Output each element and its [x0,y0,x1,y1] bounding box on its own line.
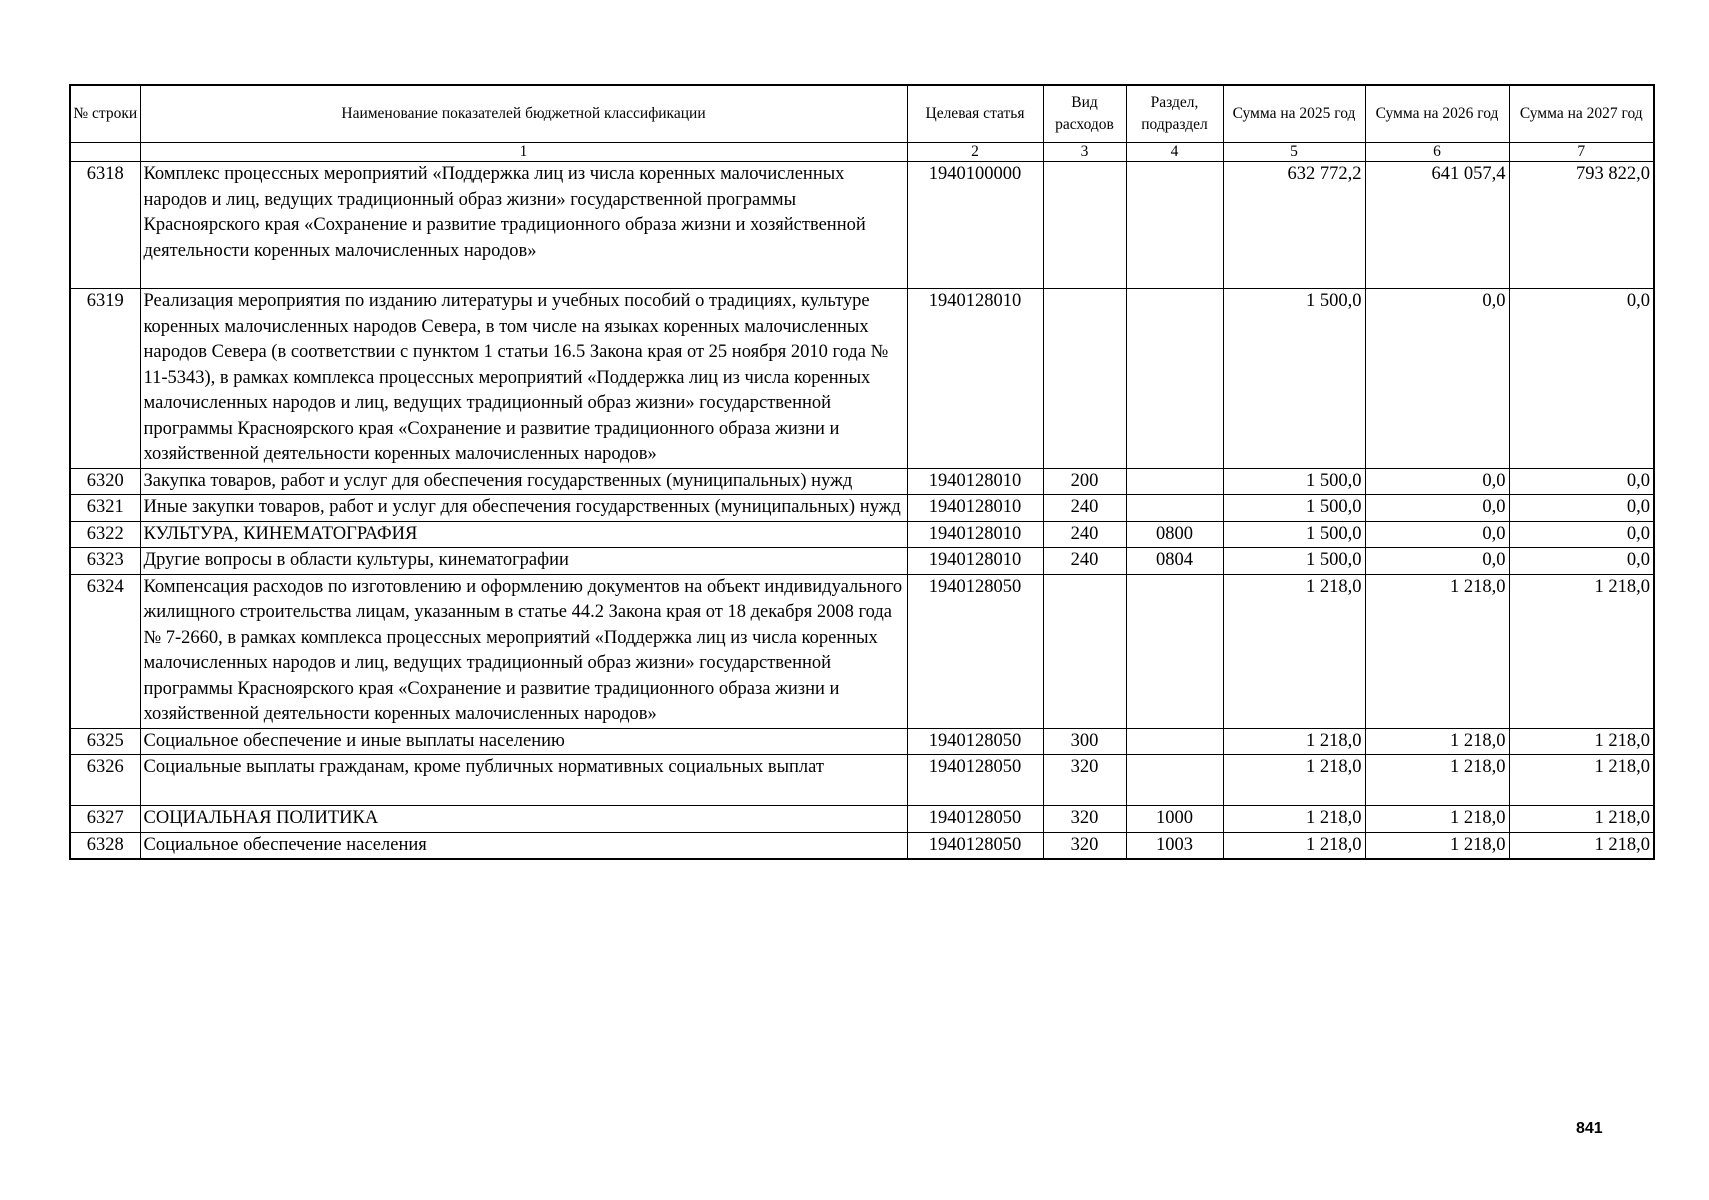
row-number: 6320 [70,468,140,495]
row-sum-2026: 0,0 [1365,495,1509,522]
table-row [70,806,1654,833]
header-expense-type: Вид расходов [1043,85,1126,143]
table-row [70,574,1654,728]
row-sum-2026: 1 218,0 [1365,574,1509,728]
row-sum-2027: 1 218,0 [1509,832,1654,859]
row-sum-2027: 793 822,0 [1509,162,1654,289]
row-section [1126,289,1223,469]
table-header-row [70,85,1654,143]
row-expense-type: 320 [1043,755,1126,806]
row-name: СОЦИАЛЬНАЯ ПОЛИТИКА [140,806,907,833]
row-sum-2025: 1 218,0 [1223,832,1365,859]
row-sum-2027: 1 218,0 [1509,755,1654,806]
row-sum-2026: 1 218,0 [1365,755,1509,806]
row-target-article: 1940100000 [907,162,1043,289]
table-row [70,728,1654,755]
row-name: Реализация мероприятия по изданию литературы и учебных пособий о традициях, культуре коренных малочисленных народов Севера, в том числе на языках коренных малочисленных народов Севера (в соответствии с пунктом 1 статьи 16.5 Закона края от 25 ноября 2010 года № 11-5343), в рамках комплекса процессных мероприятий «Поддержка лиц из числа коренных малочисленных народов и лиц, ведущих традиционный образ жизни» государственной программы Красноярского края «Сохранение и развитие традиционного образа жизни и хозяйственной деятельности коренных малочисленных народов» [140,289,907,469]
row-sum-2027: 0,0 [1509,548,1654,575]
row-expense-type: 320 [1043,832,1126,859]
table-row [70,289,1654,469]
header-name: Наименование показателей бюджетной классификации [140,85,907,143]
row-name: Комплекс процессных мероприятий «Поддержка лиц из числа коренных малочисленных народов и лиц, ведущих традиционный образ жизни» государственной программы Красноярского края «Сохранение и развитие традиционного образа жизни и хозяйственной деятельности коренных малочисленных народов» [140,162,907,289]
row-expense-type: 300 [1043,728,1126,755]
row-expense-type: 240 [1043,495,1126,522]
row-sum-2027: 1 218,0 [1509,806,1654,833]
row-expense-type: 200 [1043,468,1126,495]
row-name: Другие вопросы в области культуры, кинематографии [140,548,907,575]
row-sum-2026: 1 218,0 [1365,806,1509,833]
row-sum-2026: 0,0 [1365,289,1509,469]
row-sum-2025: 1 218,0 [1223,574,1365,728]
table-row [70,755,1654,806]
row-number: 6325 [70,728,140,755]
row-sum-2027: 0,0 [1509,521,1654,548]
row-sum-2027: 0,0 [1509,495,1654,522]
row-sum-2026: 0,0 [1365,548,1509,575]
row-name: Компенсация расходов по изготовлению и оформлению документов на объект индивидуального жилищного строительства лицам, указанным в статье 44.2 Закона края от 18 декабря 2008 года № 7-2660, в рамках комплекса процессных мероприятий «Поддержка лиц из числа коренных малочисленных народов и лиц, ведущих традиционный образ жизни» государственной программы Красноярского края «Сохранение и развитие традиционного образа жизни и хозяйственной деятельности коренных малочисленных народов» [140,574,907,728]
row-sum-2025: 1 500,0 [1223,521,1365,548]
row-target-article: 1940128050 [907,755,1043,806]
row-section [1126,162,1223,289]
row-name: Социальное обеспечение населения [140,832,907,859]
table-row [70,548,1654,575]
row-sum-2026: 0,0 [1365,521,1509,548]
column-number: 7 [1509,143,1654,162]
column-number: 3 [1043,143,1126,162]
header-sum-2027: Сумма на 2027 год [1509,85,1654,143]
row-target-article: 1940128010 [907,521,1043,548]
row-sum-2025: 1 500,0 [1223,468,1365,495]
header-target-article: Целевая статья [907,85,1043,143]
row-section [1126,728,1223,755]
row-name: Иные закупки товаров, работ и услуг для обеспечения государственных (муниципальных) нужд [140,495,907,522]
row-sum-2027: 0,0 [1509,289,1654,469]
row-number: 6318 [70,162,140,289]
row-target-article: 1940128010 [907,289,1043,469]
column-number: 2 [907,143,1043,162]
row-expense-type: 320 [1043,806,1126,833]
row-sum-2025: 1 500,0 [1223,289,1365,469]
row-target-article: 1940128010 [907,548,1043,575]
row-number: 6319 [70,289,140,469]
row-sum-2026: 1 218,0 [1365,728,1509,755]
row-number: 6328 [70,832,140,859]
row-sum-2027: 1 218,0 [1509,728,1654,755]
row-number: 6322 [70,521,140,548]
table-row [70,495,1654,522]
column-number: 6 [1365,143,1509,162]
row-number: 6324 [70,574,140,728]
row-number: 6326 [70,755,140,806]
row-target-article: 1940128050 [907,806,1043,833]
column-number: 5 [1223,143,1365,162]
row-section [1126,495,1223,522]
row-sum-2026: 0,0 [1365,468,1509,495]
row-sum-2025: 1 500,0 [1223,495,1365,522]
header-sum-2025: Сумма на 2025 год [1223,85,1365,143]
row-target-article: 1940128050 [907,574,1043,728]
row-section: 0800 [1126,521,1223,548]
row-expense-type [1043,289,1126,469]
row-sum-2025: 632 772,2 [1223,162,1365,289]
row-target-article: 1940128010 [907,468,1043,495]
row-target-article: 1940128050 [907,728,1043,755]
row-name: Закупка товаров, работ и услуг для обеспечения государственных (муниципальных) нужд [140,468,907,495]
column-number [70,143,140,162]
row-expense-type: 240 [1043,548,1126,575]
table-row [70,162,1654,289]
row-section: 1003 [1126,832,1223,859]
table-row [70,832,1654,859]
row-number: 6327 [70,806,140,833]
row-section [1126,755,1223,806]
row-sum-2026: 641 057,4 [1365,162,1509,289]
row-target-article: 1940128050 [907,832,1043,859]
row-number: 6323 [70,548,140,575]
row-sum-2025: 1 218,0 [1223,806,1365,833]
row-sum-2026: 1 218,0 [1365,832,1509,859]
column-number-row [70,143,1654,162]
row-sum-2025: 1 500,0 [1223,548,1365,575]
header-row-number: № строки [70,85,140,143]
row-sum-2025: 1 218,0 [1223,755,1365,806]
row-sum-2027: 0,0 [1509,468,1654,495]
page-number: 841 [1576,1120,1603,1137]
row-sum-2025: 1 218,0 [1223,728,1365,755]
header-section: Раздел, подраздел [1126,85,1223,143]
budget-table [69,84,1655,860]
header-sum-2026: Сумма на 2026 год [1365,85,1509,143]
row-target-article: 1940128010 [907,495,1043,522]
row-section: 0804 [1126,548,1223,575]
row-expense-type [1043,574,1126,728]
row-expense-type [1043,162,1126,289]
column-number: 4 [1126,143,1223,162]
row-name: Социальные выплаты гражданам, кроме публичных нормативных социальных выплат [140,755,907,806]
table-row [70,521,1654,548]
row-name: Социальное обеспечение и иные выплаты населению [140,728,907,755]
row-sum-2027: 1 218,0 [1509,574,1654,728]
row-expense-type: 240 [1043,521,1126,548]
table-row [70,468,1654,495]
row-section: 1000 [1126,806,1223,833]
row-name: КУЛЬТУРА, КИНЕМАТОГРАФИЯ [140,521,907,548]
row-number: 6321 [70,495,140,522]
row-section [1126,468,1223,495]
row-section [1126,574,1223,728]
column-number: 1 [140,143,907,162]
